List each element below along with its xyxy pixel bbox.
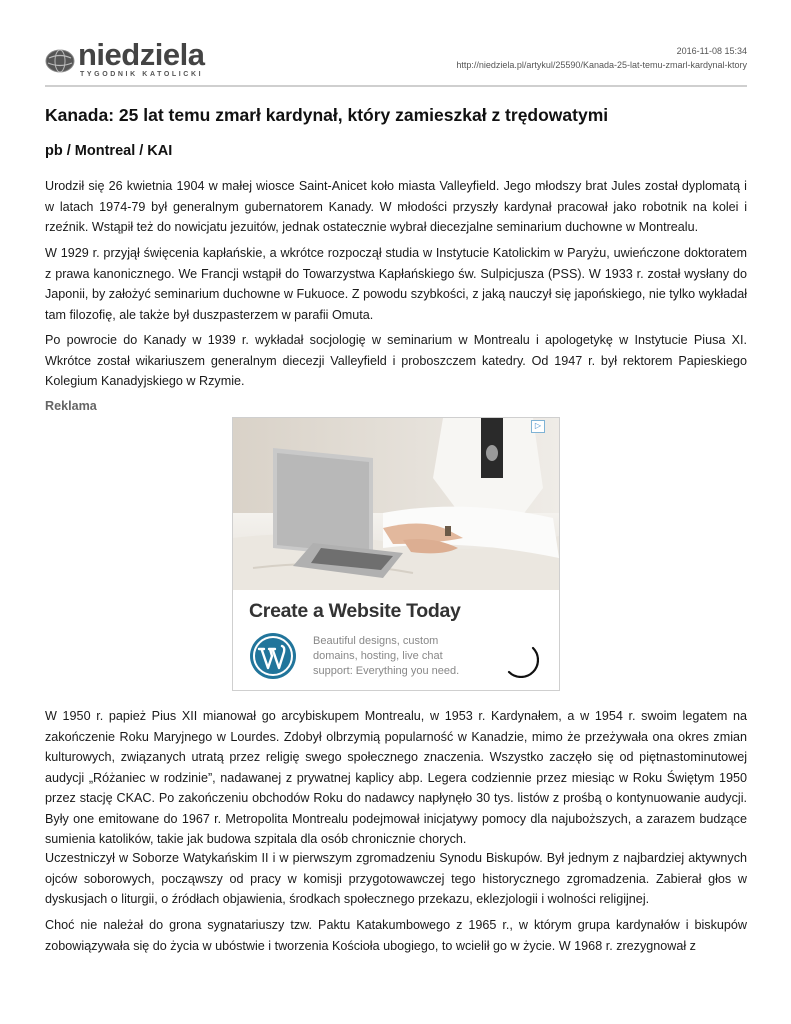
- ad-headline[interactable]: Create a Website Today: [249, 600, 461, 622]
- article-url[interactable]: http://niedziela.pl/artykul/25590/Kanada-25-lat-temu-zmarl-kardynal-ktory: [456, 60, 747, 70]
- page-header: [45, 37, 747, 86]
- logo-wordmark: niedziela: [78, 37, 205, 72]
- ad-label: Reklama: [45, 399, 97, 413]
- article-paragraph: W 1950 r. papież Pius XII mianował go arcybiskupem Montrealu, w 1953 r. Kardynałem, a w 1954 r. swoim legatem na zakończenie Roku Maryjnego w Lourdes. Zdobył olbrzymią popularność w Kanadzie, mimo że przeżywała ona okres zmian kulturowych, związanych utratą przez religię swego społecznego znaczenia. Wszystko zaczęło się od piętnastominutowej audycji „Różaniec w rodzinie”, nadawanej z prywatnej kaplicy abp. Legera codziennie przez miesiąc w Roku Świętym 1950 przez stację CKAC. Po zakończeniu obchodów Roku do nadawcy napłynęło 30 tys. listów z prośbą o kontynuowanie audycji. Były one emitowane do 1967 r. Metropolita Montrealu podejmował inicjatywy pomocy dla najuboższych, a zarazem budzące sumienia katolików, takie jak budowa szpitala dla osób chronicznie chorych.: [45, 709, 747, 846]
- ad-laptop-photo: [233, 418, 559, 590]
- header-divider: [45, 85, 747, 87]
- wordpress-icon: [249, 632, 297, 680]
- ad-photo[interactable]: [233, 418, 559, 590]
- loading-spinner-icon: [503, 642, 539, 678]
- article-paragraph: Urodził się 26 kwietnia 1904 w małej wiosce Saint-Anicet koło miasta Valleyfield. Jego młodszy brat Jules został dyplomatą i w latach 1974-79 był generalnym gubernatorem Kanady. W młodości przyszły kardynał pracował jako robotnik na kolei i rzeźnik. Wstąpił też do nowicjatu jezuitów, jednak ostatecznie wybrał diecezjalne seminarium duchowne w Montrealu.: [45, 179, 747, 234]
- logo-subtitle: TYGODNIK KATOLICKI: [80, 71, 204, 78]
- article-paragraph: W 1929 r. przyjął święcenia kapłańskie, a wkrótce rozpoczął studia w Instytucie Katolickim w Paryżu, uwieńczone doktoratem z prawa kanonicznego. We Francji wstąpił do Towarzystwa Kapłańskiego św. Sulpicjusza (PSS). W 1933 r. został wysłany do Japonii, by założyć seminarium duchowne w Fukuoce. Z powodu szybkości, z jaką nauczył się japońskiego, nie tylko wykładał tam filozofię, ale także był duszpasterzem w parafii Omuta.: [45, 246, 747, 322]
- advertisement-banner[interactable]: [232, 417, 560, 691]
- ad-description: Beautiful designs, custom domains, hosting, live chat support: Everything you need.: [313, 635, 460, 677]
- niedziela-logo[interactable]: [45, 37, 220, 82]
- article-author: pb / Montreal / KAI: [45, 143, 173, 159]
- article-paragraph: Choć nie należał do grona sygnatariuszy tzw. Paktu Katakumbowego z 1965 r., w którym grupa kardynałów i biskupów zobowiązywała się do życia w ubóstwie i tworzenia Kościoła ubogiego, to wcielił go w życie. W 1968 r. zrezygnował z: [45, 918, 747, 953]
- article-title: Kanada: 25 lat temu zmarł kardynał, który zamieszkał z trędowatymi: [45, 105, 609, 125]
- print-meta: [456, 44, 747, 72]
- globe-logo-icon: [45, 49, 75, 73]
- print-timestamp: 2016-11-08 15:34: [676, 46, 747, 56]
- article-paragraph: Po powrocie do Kanady w 1939 r. wykładał socjologię w seminarium w Montrealu i apologetykę w Instytucie Piusa XI. Wkrótce został wikariuszem generalnym diecezji Valleyfield i proboszczem katedry. Od 1947 r. był rektorem Papieskiego Kolegium Kanadyjskiego w Rzymie.: [45, 333, 747, 388]
- adchoices-icon[interactable]: ▷: [531, 420, 545, 433]
- article-paragraph: Uczestniczył w Soborze Watykańskim II i w pierwszym zgromadzeniu Synodu Biskupów. Był jednym z najbardziej aktywnych ojców soborowych, począwszy od pracy w komisji przygotowawczej tego historycznego zgromadzenia. Zabierał głos w dyskusjach o liturgii, o źródłach objawienia, środkach społecznego przekazu, eklezjologii i wolności religijnej.: [45, 851, 747, 906]
